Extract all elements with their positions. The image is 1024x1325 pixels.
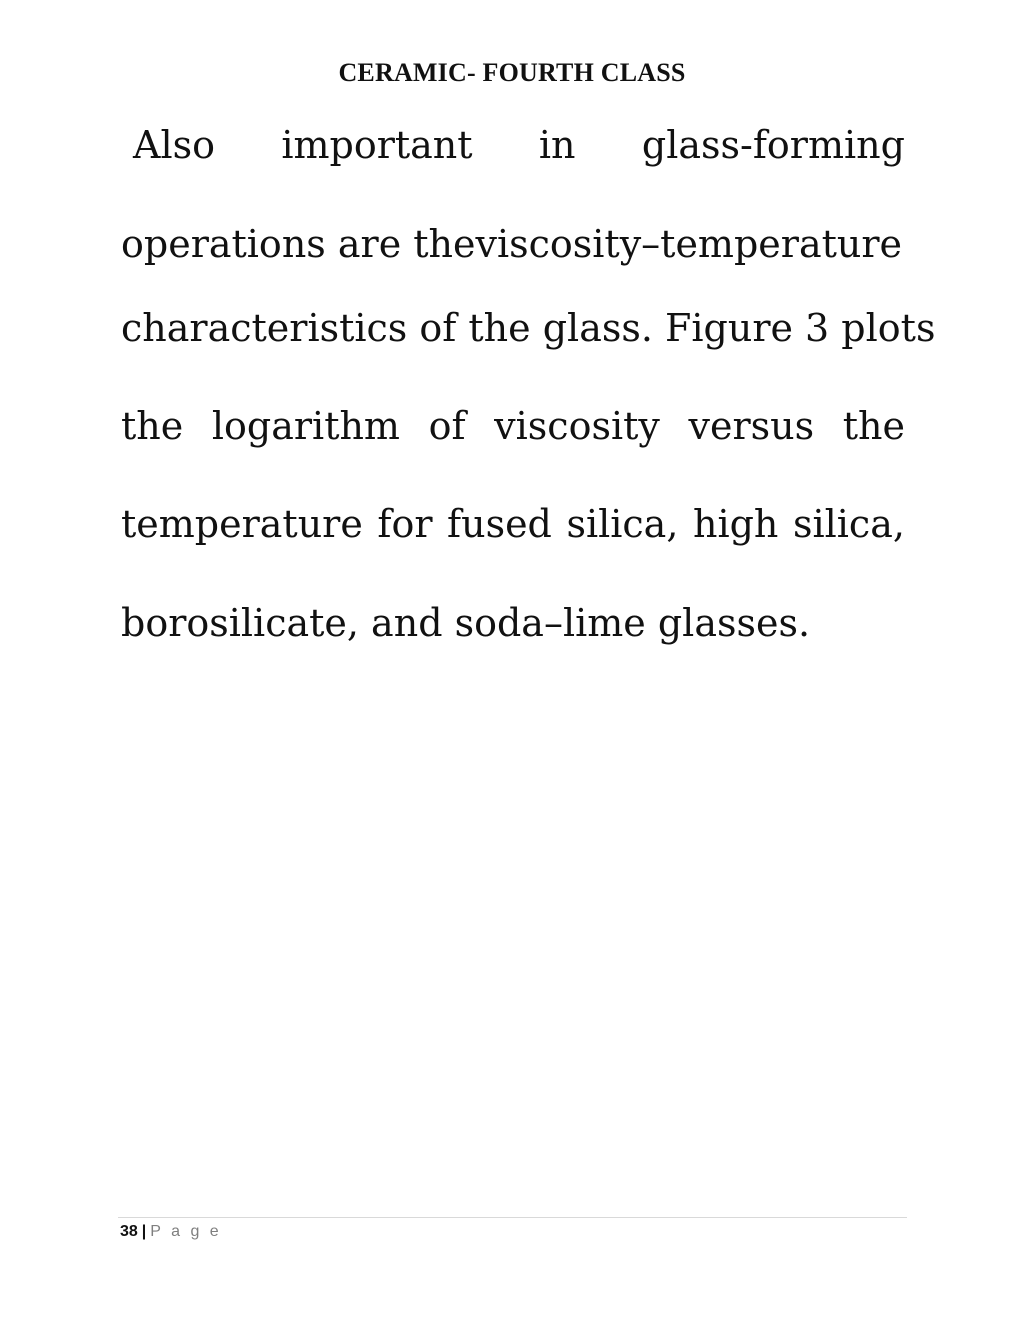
paragraph-line-6	[121, 598, 905, 648]
word: the	[121, 404, 184, 448]
word: fused	[447, 502, 552, 546]
page-number: 38	[120, 1223, 138, 1240]
footer-separator: |	[141, 1223, 147, 1240]
word: important	[281, 123, 473, 167]
text-run: operations are the	[121, 222, 476, 266]
paragraph-line-1	[121, 120, 905, 170]
word: Also	[133, 123, 215, 167]
word: high	[692, 502, 779, 546]
word: for	[377, 502, 433, 546]
word: temperature	[121, 502, 363, 546]
paragraph-line-5	[121, 499, 905, 549]
page-label: P a g e	[150, 1223, 222, 1240]
paragraph-line-4	[121, 401, 905, 451]
text-run: viscosity–temperature	[475, 222, 902, 266]
page-header-title: CERAMIC- FOURTH CLASS	[338, 58, 686, 87]
text-run: characteristics of the glass. Figure 3 plots	[121, 306, 936, 350]
footer-divider	[118, 1217, 907, 1218]
word: in	[538, 123, 576, 167]
word: glass-forming	[641, 123, 905, 167]
word: the	[842, 404, 905, 448]
page-footer	[120, 1221, 222, 1243]
word: silica,	[566, 502, 679, 546]
paragraph-line-3	[121, 303, 936, 353]
paragraph-line-2	[121, 219, 905, 269]
word: of	[428, 404, 466, 448]
word: logarithm	[211, 404, 400, 448]
word: silica,	[792, 502, 905, 546]
text-run: borosilicate, and soda–lime glasses.	[121, 601, 811, 645]
word: versus	[688, 404, 815, 448]
word: viscosity	[494, 404, 660, 448]
